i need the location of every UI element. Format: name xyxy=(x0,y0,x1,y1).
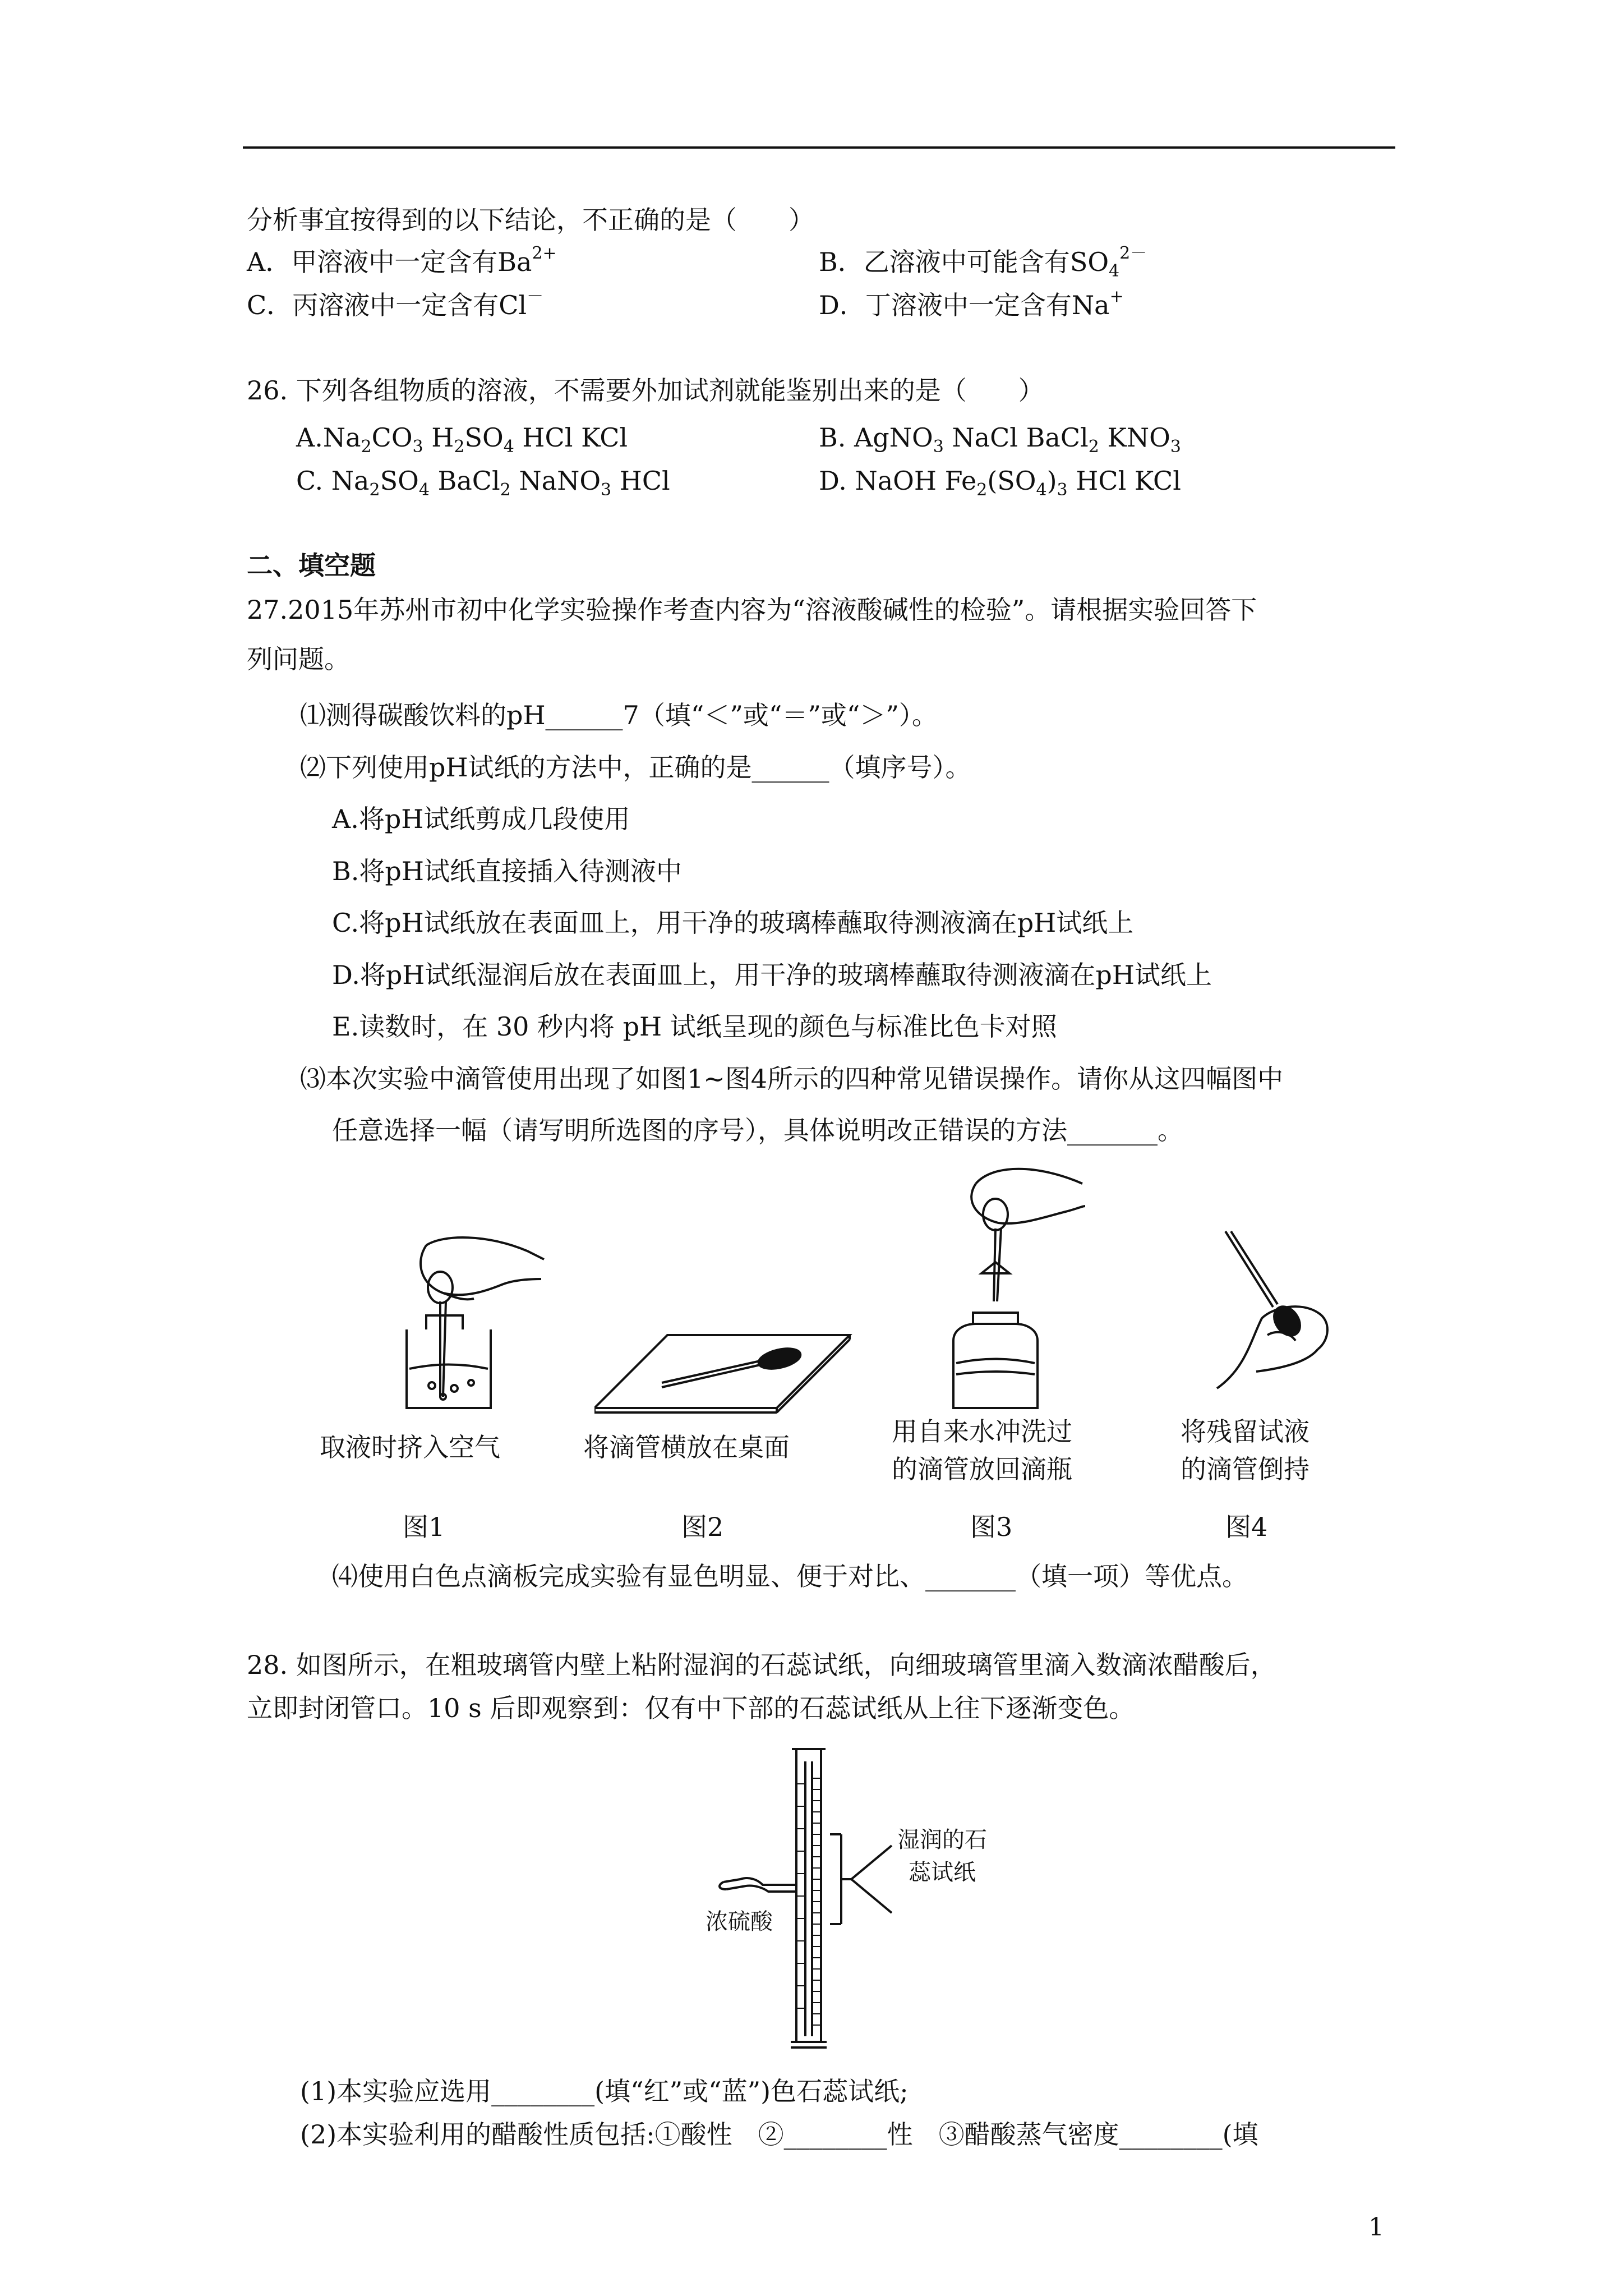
q27-part1: ⑴测得碳酸饮料的pH______7（填“＜”或“＝”或“＞”）。 xyxy=(300,700,938,730)
figure-1-caption: 取液时挤入空气 xyxy=(320,1432,500,1462)
section-title: 二、填空题 xyxy=(247,550,376,581)
q27-option-c: C.将pH试纸放在表面皿上，用干净的玻璃棒蘸取待测液滴在pH试纸上 xyxy=(332,908,1134,938)
q26-option-a: $A.Na_2CO_3$ $H_2SO_4$ HCl KCl xyxy=(296,422,628,457)
figure-2-caption: 将滴管横放在桌面 xyxy=(583,1432,790,1462)
q27-option-a: A.将pH试纸剪成几段使用 xyxy=(332,804,630,834)
q27-option-b: B.将pH试纸直接插入待测液中 xyxy=(332,856,682,886)
q25-option-d: D．丁溶液中一定含有Na+ xyxy=(819,287,1124,320)
q27-part2: ⑵下列使用pH试纸的方法中，正确的是______（填序号）。 xyxy=(300,752,971,783)
label-acid: 浓硫酸 xyxy=(706,1909,773,1935)
q28-line2: 立即封闭管口。10 s 后即观察到：仅有中下部的石蕊试纸从上往下逐渐变色。 xyxy=(247,1693,1135,1723)
figure-3-caption-line2: 的滴管放回滴瓶 xyxy=(892,1454,1072,1484)
q28-part1: (1)本实验应选用________(填“红”或“蓝”)色石蕊试纸; xyxy=(300,2076,909,2106)
figure-4-drawing xyxy=(1206,1228,1346,1391)
figure-3-caption-line1: 用自来水冲洗过 xyxy=(892,1416,1072,1447)
apparatus-drawing xyxy=(701,1745,948,2053)
q25-option-c: C．丙溶液中一定含有Cl－ xyxy=(247,287,544,320)
q27-option-e: E.读数时，在 30 秒内将 pH 试纸呈现的颜色与标准比色卡对照 xyxy=(332,1011,1057,1042)
q25-option-b: B．乙溶液中可能含有$SO_4^{2-}$ xyxy=(819,243,1147,281)
q27-part4: ⑷使用白色点滴板完成实验有显色明显、便于对比、_______（填一项）等优点。 xyxy=(332,1561,1248,1591)
header-rule xyxy=(243,146,1395,149)
q28-part2: (2)本实验利用的醋酸性质包括:①酸性 ②________性 ③醋酸蒸气密度________(填 xyxy=(300,2119,1258,2150)
figure-3-label: 图3 xyxy=(970,1512,1013,1542)
figure-4-caption-line1: 将残留试液 xyxy=(1181,1416,1310,1447)
q27-line2: 列问题。 xyxy=(247,644,350,674)
page-number: 1 xyxy=(1368,2213,1384,2242)
figure-2-label: 图2 xyxy=(681,1512,724,1542)
figure-4-caption-line2: 的滴管倒持 xyxy=(1181,1454,1310,1484)
q26-option-c: C. $Na_2SO_4$ BaCl$_2$ NaNO$_3$ HCl xyxy=(296,466,670,500)
q27-part3-line1: ⑶本次实验中滴管使用出现了如图1~图4所示的四种常见错误操作。请你从这四幅图中 xyxy=(300,1064,1284,1094)
q27-option-d: D.将pH试纸湿润后放在表面皿上，用干净的玻璃棒蘸取待测液滴在pH试纸上 xyxy=(332,960,1212,990)
figure-3-drawing xyxy=(942,1161,1088,1419)
figure-2-drawing xyxy=(594,1329,852,1414)
figure-4-label: 图4 xyxy=(1225,1512,1268,1542)
figure-1-drawing xyxy=(359,1217,550,1419)
q25-option-a: A．甲溶液中一定含有$Ba^{2+}$ xyxy=(247,243,557,277)
q26-option-b: B. AgNO$_3$ NaCl BaCl$_2$ $KNO_3$ xyxy=(819,422,1181,457)
q27-line1: 27.2015年苏州市初中化学实验操作考查内容为“溶液酸碱性的检验”。请根据实验回答下 xyxy=(247,595,1257,625)
q25-stem: 分析事宜按得到的以下结论，不正确的是（ ） xyxy=(247,205,814,235)
label-litmus-line1: 湿润的石 xyxy=(897,1827,987,1853)
q28-line1: 28. 如图所示，在粗玻璃管内壁上粘附湿润的石蕊试纸，向细玻璃管里滴入数滴浓醋酸后， xyxy=(247,1650,1276,1680)
q27-part3-line2: 任意选择一幅（请写明所选图的序号），具体说明改正错误的方法_______。 xyxy=(332,1115,1183,1145)
q26-stem: 26. 下列各组物质的溶液，不需要外加试剂就能鉴别出来的是（ ） xyxy=(247,375,1044,406)
q26-option-d: D. NaOH $Fe_2(SO_4)_3$ HCl KCl xyxy=(819,466,1181,500)
figure-1-label: 图1 xyxy=(403,1512,445,1542)
label-litmus-line2: 蕊试纸 xyxy=(909,1860,976,1885)
